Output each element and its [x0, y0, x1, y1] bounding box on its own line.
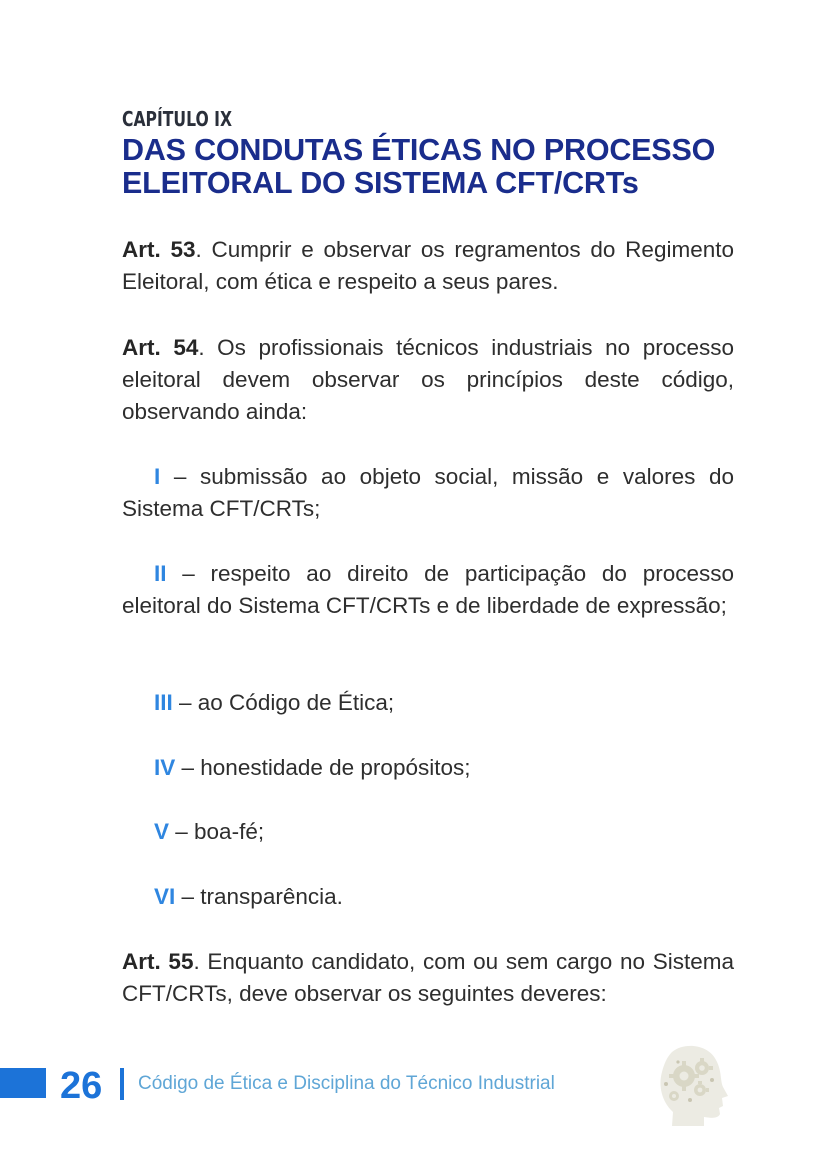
chapter-title: DAS CONDUTAS ÉTICAS NO PROCESSO ELEITORAL DO SISTEMA CFT/CRTs — [122, 133, 716, 200]
article-text: . Cumprir e observar os regramentos do Regimento Eleitoral, com ética e respeito a seus pares. — [122, 237, 734, 294]
footer-accent-bar — [0, 1068, 46, 1098]
item-iii — [122, 687, 734, 719]
item-text: – honestidade de propósitos; — [175, 755, 471, 780]
item-number: I — [154, 464, 161, 489]
head-with-gears-icon — [650, 1040, 730, 1128]
item-number: V — [154, 819, 170, 844]
article-number: Art. 54 — [122, 335, 199, 360]
chapter-label: CAPÍTULO IX — [122, 107, 232, 131]
article-55 — [122, 946, 734, 1010]
article-number: Art. 55 — [122, 949, 194, 974]
item-vi — [122, 881, 734, 913]
item-text: – submissão ao objeto social, missão e valores do Sistema CFT/CRTs; — [122, 464, 734, 521]
footer-separator — [120, 1068, 124, 1100]
article-text: . Enquanto candidato, com ou sem cargo no Sistema CFT/CRTs, deve observar os seguintes deveres: — [122, 949, 734, 1006]
item-text: – ao Código de Ética; — [172, 690, 395, 715]
page-number: 26 — [60, 1065, 103, 1107]
item-i — [122, 461, 734, 525]
item-text: – transparência. — [175, 884, 343, 909]
article-54 — [122, 332, 734, 428]
item-number: II — [154, 561, 167, 586]
item-v — [122, 816, 734, 848]
item-iv — [122, 752, 734, 784]
article-53 — [122, 234, 734, 298]
item-text: – boa-fé; — [169, 819, 265, 844]
item-ii — [122, 558, 734, 622]
item-number: IV — [154, 755, 176, 780]
article-text: . Os profissionais técnicos industriais no processo eleitoral devem observar os princípios deste código, observando ainda: — [122, 335, 734, 424]
item-text: – respeito ao direito de participação do processo eleitoral do Sistema CFT/CRTs e de liberdade de expressão; — [122, 561, 734, 618]
footer-document-title: Código de Ética e Disciplina do Técnico Industrial — [138, 1073, 555, 1094]
item-number: VI — [154, 884, 176, 909]
item-number: III — [154, 690, 173, 715]
article-number: Art. 53 — [122, 237, 196, 262]
